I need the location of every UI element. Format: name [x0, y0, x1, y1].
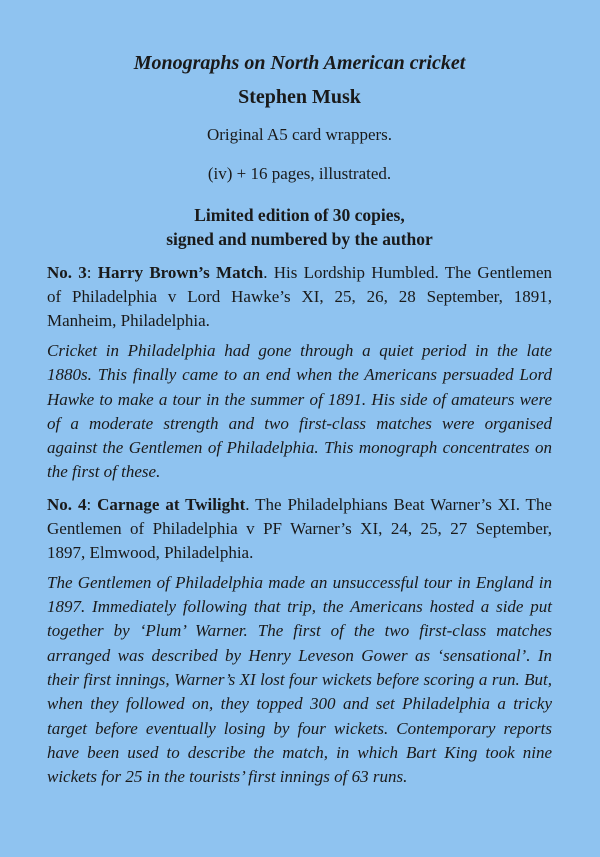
monograph-number: No. 3	[47, 263, 87, 282]
monograph-heading	[47, 261, 552, 333]
monograph-name: Harry Brown’s Match	[97, 263, 264, 282]
monograph-description: Cricket in Philadelphia had gone through a quiet period in the late 1880s. This finally came to an end when the Americans persuaded Lord Hawke to make a tour in the summer of 1891. His side of amateurs were of a moderate strength and two first-class matches were organised against the Gentlemen of Philadelphia. This monograph concentrates on the first of these.	[47, 341, 552, 482]
edition-note	[47, 203, 552, 251]
monograph-name: Carnage at Twilight	[97, 494, 246, 514]
format-line: Original A5 card wrappers.	[206, 125, 393, 144]
monograph-colon: :	[86, 263, 92, 282]
edition-line-2: signed and numbered by the author	[166, 229, 433, 249]
pages-line: (iv) + 16 pages, illustrated.	[207, 164, 392, 183]
edition-line-1: Limited edition of 30 copies,	[194, 205, 405, 225]
monograph-description: The Gentlemen of Philadelphia made an unsuccessful tour in England in 1897. Immediately following that trip, the Americans hosted a side put together by ‘Plum’ Warner. The first of the two first-class matches arranged was described by Henry Leveson Gower as ‘sensational’. In their first innings, Warner’s XI lost four wickets before scoring a run. But, when they followed on, they topped 300 and set Philadelphia a tricky target before eventually losing by four wickets. Contemporary reports have been used to describe the match, in which Bart King took nine wickets for 25 in the tourists’ first innings of 63 runs.	[47, 572, 552, 787]
monograph-item	[47, 261, 552, 485]
monograph-item	[47, 493, 552, 790]
monograph-heading	[47, 493, 552, 565]
author-name: Stephen Musk	[238, 86, 361, 108]
page-title: Monographs on North American cricket	[133, 52, 466, 74]
monograph-details: . His Lordship Humbled. The Gentlemen of Philadelphia v Lord Hawke’s XI, 25, 26, 28 September, 1891, Manheim, Philadelphia.	[47, 263, 552, 330]
monograph-colon: :	[86, 494, 92, 514]
monograph-number: No. 4	[47, 494, 87, 514]
monograph-details: . The Philadelphians Beat Warner’s XI. The Gentlemen of Philadelphia v PF Warner’s XI, 24, 25, 27 September, 1897, Elmwood, Philadelphia.	[47, 494, 552, 562]
